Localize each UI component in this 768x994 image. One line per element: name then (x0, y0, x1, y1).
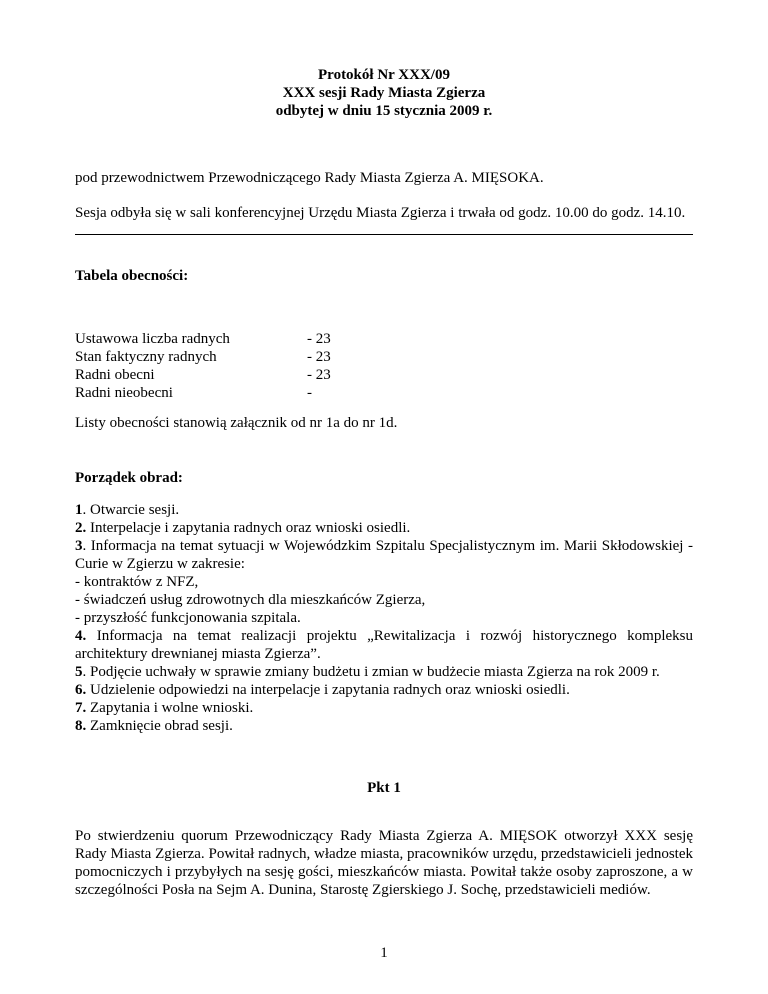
attendance-value: - (307, 385, 312, 401)
session-date: odbytej w dniu 15 stycznia 2009 r. (275, 103, 493, 119)
attendance-row (75, 366, 693, 384)
agenda-item-text: Udzielenie odpowiedzi na interpelacje i zapytania radnych oraz wnioski osiedli. (86, 682, 570, 698)
agenda-item (75, 519, 693, 537)
venue-paragraph: Sesja odbyła się w sali konferencyjnej Urzędu Miasta Zgierza i trwała od godz. 10.00 do godz. 14.10. (75, 205, 686, 221)
agenda-item-text: Zapytania i wolne wnioski. (86, 700, 254, 716)
attendance-row (75, 348, 693, 366)
agenda-item (75, 663, 693, 681)
agenda-item (75, 537, 693, 573)
agenda-item-text: Interpelacje i zapytania radnych oraz wnioski osiedli. (86, 520, 411, 536)
attendance-note: Listy obecności stanowią załącznik od nr 1a do nr 1d. (75, 415, 398, 431)
agenda-item-number: 1 (75, 502, 83, 518)
agenda-list (75, 501, 693, 735)
page-number: 1 (380, 945, 388, 961)
attendance-row (75, 330, 693, 348)
attendance-table (75, 330, 693, 402)
attendance-label: Radni obecni (75, 367, 155, 383)
agenda-subitem-text: - kontraktów z NFZ, (75, 574, 199, 590)
agenda-item (75, 717, 693, 735)
attendance-value: - 23 (307, 349, 331, 365)
session-title: XXX sesji Rady Miasta Zgierza (282, 85, 486, 101)
attendance-heading: Tabela obecności: (75, 268, 189, 284)
attendance-label: Stan faktyczny radnych (75, 349, 217, 365)
agenda-item-number: 5 (75, 664, 83, 680)
agenda-item-text: . Otwarcie sesji. (82, 502, 180, 518)
agenda-item-number: 2. (75, 520, 87, 536)
horizontal-rule (75, 234, 693, 235)
pkt1-paragraph: Po stwierdzeniu quorum Przewodniczący Rady Miasta Zgierza A. MIĘSOK otworzył XXX sesję Rady Miasta Zgierza. Powitał radnych, władze miasta, pracowników urzędu, przedstawicieli jednostek pomocniczych i przybyłych na sesję gości, mieszkańców miasta. Powitał także osoby zaproszone, a w szczególności Posła na Sejm A. Dunina, Starostę Zgierskiego J. Sochę, przedstawicieli mediów. (75, 828, 693, 898)
agenda-item-number: 7. (75, 700, 87, 716)
agenda-subitem (75, 573, 693, 591)
attendance-row (75, 384, 693, 402)
agenda-item (75, 501, 693, 519)
attendance-label: Ustawowa liczba radnych (75, 331, 230, 347)
agenda-item-text: . Podjęcie uchwały w sprawie zmiany budżetu i zmian w budżecie miasta Zgierza na rok 2009 r. (82, 664, 660, 680)
section-heading-pkt1: Pkt 1 (367, 780, 401, 796)
agenda-item-number: 6. (75, 682, 87, 698)
agenda-item (75, 699, 693, 717)
protocol-header (75, 66, 693, 120)
attendance-value: - 23 (307, 331, 331, 347)
document-page (75, 0, 693, 994)
attendance-label: Radni nieobecni (75, 385, 173, 401)
agenda-item-text: Informacja na temat realizacji projektu „Rewitalizacja i rozwój historycznego kompleksu architektury drewnianej miasta Zgierza”. (75, 628, 693, 662)
agenda-item (75, 681, 693, 699)
chair-paragraph: pod przewodnictwem Przewodniczącego Rady Miasta Zgierza A. MIĘSOKA. (75, 170, 544, 186)
agenda-item-number: 8. (75, 718, 87, 734)
protocol-title: Protokół Nr XXX/09 (318, 67, 450, 83)
agenda-item-text: . Informacja na temat sytuacji w Wojewódzkim Szpitalu Specjalistycznym im. Marii Skłodowskiej - Curie w Zgierzu w zakresie: (75, 538, 693, 572)
agenda-item-text: Zamknięcie obrad sesji. (86, 718, 233, 734)
agenda-subitem-text: - świadczeń usług zdrowotnych dla mieszkańców Zgierza, (75, 592, 426, 608)
agenda-item (75, 627, 693, 663)
agenda-heading: Porządek obrad: (75, 470, 183, 486)
agenda-subitem (75, 591, 693, 609)
attendance-value: - 23 (307, 367, 331, 383)
agenda-item-number: 4. (75, 628, 87, 644)
agenda-item-number: 3 (75, 538, 83, 554)
agenda-subitem (75, 609, 693, 627)
agenda-subitem-text: - przyszłość funkcjonowania szpitala. (75, 610, 301, 626)
